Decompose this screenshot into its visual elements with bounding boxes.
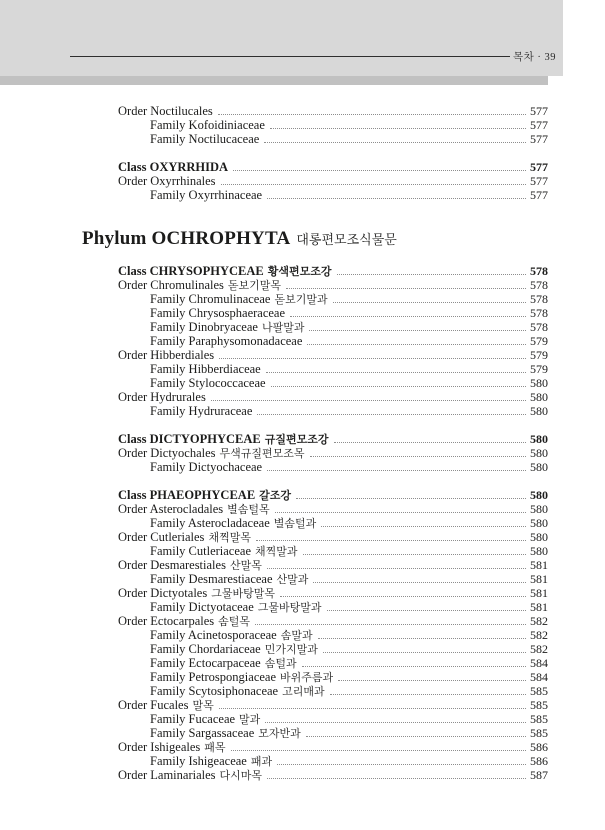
toc-entry-latin: Class DICTYOPHYCEAE bbox=[118, 432, 261, 446]
toc-entry bbox=[118, 488, 548, 502]
toc-page-number: 580 bbox=[530, 488, 548, 502]
toc-entry-latin: Family Noctilucaceae bbox=[150, 132, 260, 146]
toc-entry-korean: 무색규질편모조목 bbox=[219, 448, 305, 460]
toc-entry-korean: 모자반과 bbox=[258, 728, 301, 740]
dotted-leader bbox=[303, 554, 526, 555]
toc-page-number: 585 bbox=[530, 698, 548, 712]
dotted-leader bbox=[221, 184, 526, 185]
dotted-leader bbox=[313, 582, 526, 583]
phylum-heading bbox=[82, 226, 548, 252]
toc-entry-latin: Family Scytosiphonaceae bbox=[150, 684, 279, 698]
toc-entry-latin: Order Ectocarpales bbox=[118, 614, 215, 628]
running-header-page-label: 목차 · 39 bbox=[513, 52, 557, 63]
dotted-leader bbox=[218, 114, 526, 115]
toc-page-number: 585 bbox=[530, 726, 548, 740]
dotted-leader bbox=[296, 498, 526, 499]
toc-page-number: 580 bbox=[530, 502, 548, 516]
dotted-leader bbox=[266, 372, 526, 373]
toc-entry bbox=[118, 726, 548, 740]
toc-entry-latin: Order Hibberdiales bbox=[118, 348, 215, 362]
toc-entry-latin: Order Chromulinales bbox=[118, 278, 224, 292]
toc-entry bbox=[118, 698, 548, 712]
toc-entry-korean: 솜말과 bbox=[280, 630, 313, 642]
dotted-leader bbox=[267, 778, 526, 779]
toc-entry-latin: Family Asterocladaceae bbox=[150, 516, 270, 530]
dotted-leader bbox=[275, 512, 526, 513]
dotted-leader bbox=[306, 736, 526, 737]
toc-entry-latin: Family Fucaceae bbox=[150, 712, 236, 726]
toc-entry-korean: 산말목 bbox=[229, 560, 262, 572]
toc-entry bbox=[118, 118, 548, 132]
toc-entry-latin: Order Fucales bbox=[118, 698, 189, 712]
toc-entry-latin: Order Oxyrrhinales bbox=[118, 174, 216, 188]
dotted-leader bbox=[219, 708, 526, 709]
toc-entry bbox=[118, 132, 548, 146]
toc-entry-korean: 나팔말과 bbox=[261, 322, 305, 334]
toc-entry-latin: Family Stylococcaceae bbox=[150, 376, 266, 390]
dotted-leader bbox=[277, 764, 526, 765]
toc-entry-latin: Family Dictyochaceae bbox=[150, 460, 263, 474]
toc-entry-korean: 채찍말목 bbox=[208, 532, 251, 544]
toc-entry-korean: 그물바탕말목 bbox=[211, 588, 275, 600]
toc-page-number: 577 bbox=[530, 174, 548, 188]
toc-page-number: 582 bbox=[530, 642, 548, 656]
toc-entry-latin: Family Ectocarpaceae bbox=[150, 656, 261, 670]
toc-page-number: 581 bbox=[530, 558, 548, 572]
toc-entry-korean: 규질편모조강 bbox=[264, 434, 329, 446]
toc-page-number: 579 bbox=[530, 334, 548, 348]
toc-entry bbox=[118, 768, 548, 782]
dotted-leader bbox=[330, 694, 526, 695]
toc-entry-latin: Family Chordariaceae bbox=[150, 642, 261, 656]
toc-entry bbox=[118, 446, 548, 460]
toc-entry-korean: 돋보기말과 bbox=[274, 294, 328, 306]
dotted-leader bbox=[256, 540, 526, 541]
toc-entry bbox=[118, 292, 548, 306]
toc-entry-latin: Order Dictyochales bbox=[118, 446, 216, 460]
toc-page-number: 577 bbox=[530, 160, 548, 174]
toc-entry-korean: 패과 bbox=[250, 756, 273, 768]
toc-entry bbox=[118, 684, 548, 698]
toc-page-number: 578 bbox=[530, 306, 548, 320]
toc-entry-korean: 바위주름과 bbox=[280, 672, 334, 684]
toc-page-number: 580 bbox=[530, 460, 548, 474]
toc-entry bbox=[118, 740, 548, 754]
toc-entry-latin: Family Cutleriaceae bbox=[150, 544, 252, 558]
toc-entry-latin: Order Dictyotales bbox=[118, 586, 208, 600]
dotted-leader bbox=[310, 456, 526, 457]
dotted-leader bbox=[286, 288, 526, 289]
dotted-leader bbox=[257, 414, 526, 415]
toc-page-number: 580 bbox=[530, 432, 548, 446]
toc-entry bbox=[118, 432, 548, 446]
toc-entry bbox=[118, 642, 548, 656]
toc-entry bbox=[118, 544, 548, 558]
dotted-leader bbox=[267, 470, 526, 471]
toc-gap bbox=[118, 146, 548, 160]
toc-entry-korean: 별솜털과 bbox=[273, 518, 317, 530]
dotted-leader bbox=[338, 680, 526, 681]
toc-entry bbox=[118, 264, 548, 278]
toc-entry bbox=[118, 502, 548, 516]
toc-entry-korean: 갈조강 bbox=[259, 490, 292, 502]
toc-entry bbox=[118, 174, 548, 188]
toc-entry-latin: Class CHRYSOPHYCEAE bbox=[118, 264, 264, 278]
toc-entry bbox=[118, 334, 548, 348]
toc-list bbox=[82, 104, 548, 782]
toc-entry-latin: Family Hibberdiaceae bbox=[150, 362, 261, 376]
toc-page-number: 585 bbox=[530, 684, 548, 698]
toc-entry-latin: Family Dinobryaceae bbox=[150, 320, 258, 334]
toc-page-number: 581 bbox=[530, 600, 548, 614]
toc-gap bbox=[118, 418, 548, 432]
toc-entry-korean: 말과 bbox=[239, 714, 261, 726]
toc-page-number: 577 bbox=[530, 188, 548, 202]
toc-entry-korean: 솜털목 bbox=[218, 616, 251, 628]
toc-entry-latin: Order Desmarestiales bbox=[118, 558, 226, 572]
toc-entry bbox=[118, 586, 548, 600]
dotted-leader bbox=[334, 442, 527, 443]
toc-entry-korean: 솜털과 bbox=[264, 658, 297, 670]
toc-entry bbox=[118, 600, 548, 614]
toc-entry-korean: 산말과 bbox=[276, 574, 309, 586]
scan-top-band bbox=[0, 0, 563, 76]
toc-entry-korean: 민가지말과 bbox=[264, 644, 318, 656]
toc-page-number: 578 bbox=[530, 320, 548, 334]
toc-entry bbox=[118, 614, 548, 628]
toc-entry bbox=[118, 306, 548, 320]
toc-entry bbox=[118, 460, 548, 474]
toc-entry-korean: 패목 bbox=[204, 742, 226, 754]
toc-page-number: 580 bbox=[530, 390, 548, 404]
toc-entry-latin: Class OXYRRHIDA bbox=[118, 160, 229, 174]
toc-entry bbox=[118, 712, 548, 726]
toc-page-number: 578 bbox=[530, 264, 548, 278]
toc-gap bbox=[118, 474, 548, 488]
toc-entry bbox=[118, 348, 548, 362]
dotted-leader bbox=[337, 274, 526, 275]
toc-page-number: 579 bbox=[530, 362, 548, 376]
dotted-leader bbox=[233, 170, 526, 171]
toc-page-number: 584 bbox=[530, 670, 548, 684]
dotted-leader bbox=[318, 638, 526, 639]
toc-page-number: 578 bbox=[530, 292, 548, 306]
toc-entry-korean: 말목 bbox=[192, 700, 214, 712]
toc-entry-latin: Order Hydrurales bbox=[118, 390, 206, 404]
toc-page-number: 580 bbox=[530, 516, 548, 530]
toc-entry bbox=[118, 188, 548, 202]
dotted-leader bbox=[302, 666, 526, 667]
toc-entry bbox=[118, 670, 548, 684]
toc-page-number: 584 bbox=[530, 656, 548, 670]
dotted-leader bbox=[265, 722, 526, 723]
toc-page-number: 577 bbox=[530, 104, 548, 118]
toc-page-number: 581 bbox=[530, 586, 548, 600]
dotted-leader bbox=[270, 128, 526, 129]
toc-entry bbox=[118, 376, 548, 390]
toc-entry bbox=[118, 320, 548, 334]
dotted-leader bbox=[327, 610, 526, 611]
phylum-heading-latin: Phylum OCHROPHYTA bbox=[82, 228, 291, 249]
toc-page-number: 580 bbox=[530, 544, 548, 558]
header-rule bbox=[70, 56, 510, 57]
toc-entry-latin: Order Asterocladales bbox=[118, 502, 224, 516]
scan-page-edge-shadow bbox=[0, 76, 548, 85]
toc-entry bbox=[118, 530, 548, 544]
toc-entry-korean: 별솜털목 bbox=[227, 504, 270, 516]
dotted-leader bbox=[309, 330, 526, 331]
toc-page-number: 582 bbox=[530, 628, 548, 642]
toc-entry bbox=[118, 516, 548, 530]
toc-page-number: 586 bbox=[530, 740, 548, 754]
dotted-leader bbox=[267, 568, 526, 569]
dotted-leader bbox=[264, 142, 526, 143]
toc-entry-latin: Family Desmarestiaceae bbox=[150, 572, 273, 586]
toc-entry bbox=[118, 160, 548, 174]
toc-entry-latin: Family Sargassaceae bbox=[150, 726, 255, 740]
toc-entry-latin: Order Ishigeales bbox=[118, 740, 201, 754]
dotted-leader bbox=[255, 624, 526, 625]
dotted-leader bbox=[231, 750, 526, 751]
toc-entry bbox=[118, 628, 548, 642]
dotted-leader bbox=[267, 198, 526, 199]
toc-entry bbox=[118, 656, 548, 670]
toc-page-number: 580 bbox=[530, 404, 548, 418]
toc-entry-latin: Family Chrysosphaeraceae bbox=[150, 306, 286, 320]
dotted-leader bbox=[211, 400, 526, 401]
toc-entry bbox=[118, 572, 548, 586]
dotted-leader bbox=[290, 316, 526, 317]
toc-entry-latin: Order Noctilucales bbox=[118, 104, 213, 118]
toc-entry-latin: Order Cutleriales bbox=[118, 530, 205, 544]
toc-page-number: 579 bbox=[530, 348, 548, 362]
toc-page-number: 587 bbox=[530, 768, 548, 782]
toc-entry-latin: Order Laminariales bbox=[118, 768, 216, 782]
toc-entry bbox=[118, 104, 548, 118]
dotted-leader bbox=[323, 652, 526, 653]
toc-page-number: 577 bbox=[530, 118, 548, 132]
toc-entry-latin: Family Hydruraceae bbox=[150, 404, 253, 418]
dotted-leader bbox=[219, 358, 526, 359]
toc-page-number: 586 bbox=[530, 754, 548, 768]
toc-entry bbox=[118, 404, 548, 418]
toc-entry-korean: 채찍말과 bbox=[255, 546, 298, 558]
toc-page-number: 582 bbox=[530, 614, 548, 628]
toc-page-number: 585 bbox=[530, 712, 548, 726]
toc-entry-korean: 그물바탕말과 bbox=[257, 602, 322, 614]
toc-entry bbox=[118, 362, 548, 376]
toc-page-number: 580 bbox=[530, 446, 548, 460]
toc-entry-korean: 돋보기말목 bbox=[227, 280, 282, 292]
phylum-heading-korean: 대롱편모조식물문 bbox=[296, 232, 397, 247]
dotted-leader bbox=[321, 526, 526, 527]
toc-entry-latin: Family Chromulinaceae bbox=[150, 292, 271, 306]
dotted-leader bbox=[271, 386, 526, 387]
toc-page-number: 580 bbox=[530, 376, 548, 390]
toc-entry-korean: 다시마목 bbox=[219, 770, 263, 782]
toc-entry-latin: Family Ishigeaceae bbox=[150, 754, 247, 768]
toc-entry-latin: Family Acinetosporaceae bbox=[150, 628, 277, 642]
toc-entry-latin: Family Dictyotaceae bbox=[150, 600, 254, 614]
toc-page-number: 578 bbox=[530, 278, 548, 292]
dotted-leader bbox=[307, 344, 526, 345]
toc-page-number: 580 bbox=[530, 530, 548, 544]
toc-entry-latin: Class PHAEOPHYCEAE bbox=[118, 488, 256, 502]
toc-entry-latin: Family Petrospongiaceae bbox=[150, 670, 277, 684]
toc-entry bbox=[118, 558, 548, 572]
toc-entry bbox=[118, 754, 548, 768]
dotted-leader bbox=[280, 596, 526, 597]
toc-entry-latin: Family Kofoidiniaceae bbox=[150, 118, 265, 132]
toc-entry-korean: 황색편모조강 bbox=[267, 266, 332, 278]
toc-page-number: 581 bbox=[530, 572, 548, 586]
dotted-leader bbox=[333, 302, 526, 303]
toc-entry bbox=[118, 390, 548, 404]
toc-entry-korean: 고리매과 bbox=[282, 686, 325, 698]
toc-entry bbox=[118, 278, 548, 292]
toc-page-number: 577 bbox=[530, 132, 548, 146]
toc-entry-latin: Family Paraphysomonadaceae bbox=[150, 334, 303, 348]
toc-entry-latin: Family Oxyrrhinaceae bbox=[150, 188, 263, 202]
